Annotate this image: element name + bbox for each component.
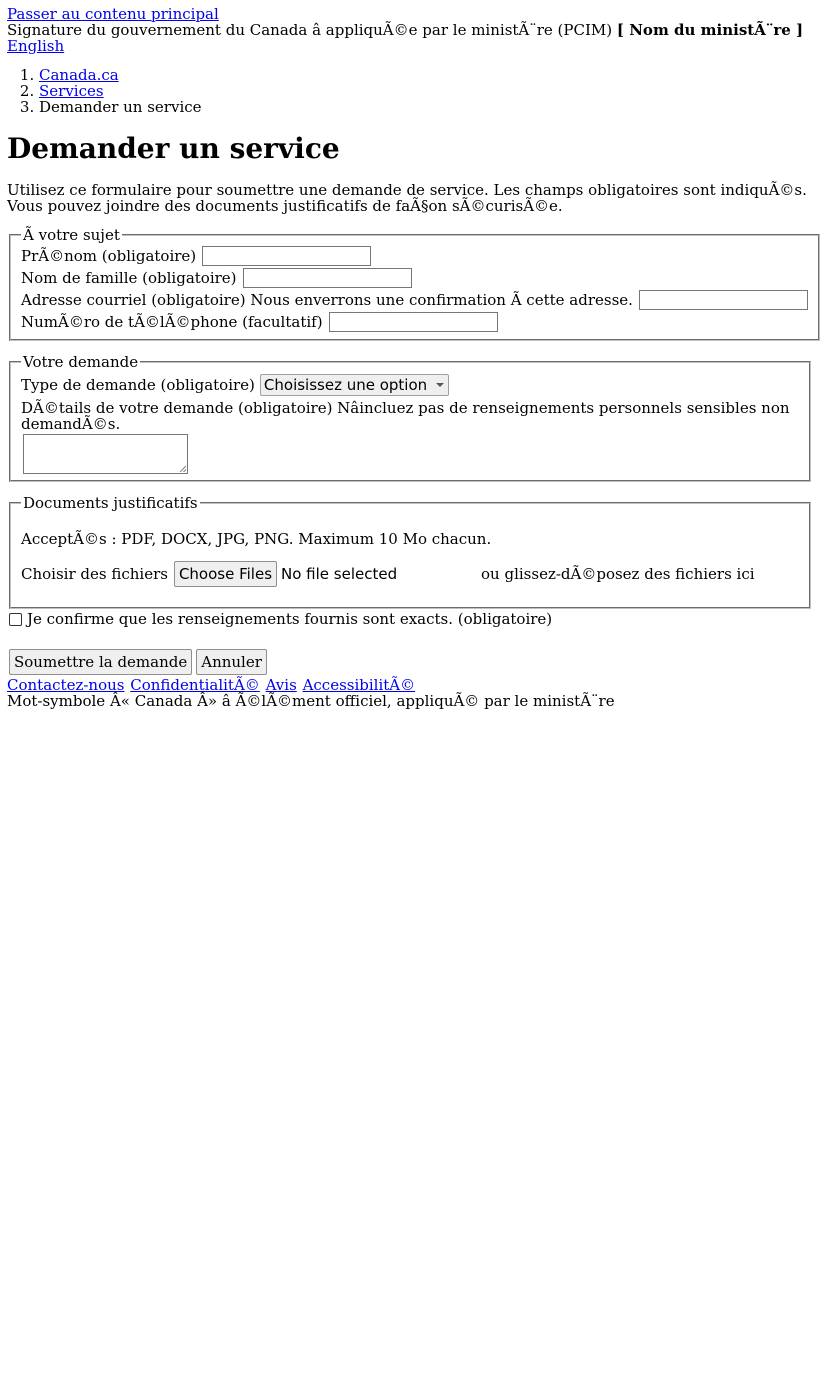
documents-legend: Documents justificatifs — [23, 494, 198, 512]
first-name-label: PrÃ©nom (obligatoire) — [21, 247, 197, 265]
site-header — [7, 0, 813, 54]
documents-fieldset — [9, 495, 811, 609]
phone-input[interactable] — [329, 312, 498, 332]
choose-files-label: Choisir des fichiers — [21, 565, 168, 583]
breadcrumb-item — [39, 83, 813, 99]
footer-links — [7, 677, 813, 693]
canada-wordmark-text: Mot-symbole Â« Canada Â» â Ã©lÃ©ment officiel, appliquÃ© par le ministÃ¨re — [7, 692, 615, 710]
language-toggle-link[interactable]: English — [7, 37, 65, 55]
choose-files-button[interactable]: Choose Files — [174, 561, 277, 587]
email-input[interactable] — [639, 290, 808, 310]
email-label: Adresse courriel (obligatoire) Nous enverrons une confirmation Ã cette adresse. — [21, 291, 633, 309]
breadcrumb-list — [7, 67, 813, 115]
request-fieldset — [9, 354, 811, 482]
breadcrumb-item-current: 3. Demander un service — [39, 99, 813, 115]
confirm-row — [7, 611, 813, 627]
first-name-row — [21, 245, 808, 267]
request-legend: Votre demande — [23, 353, 139, 371]
signature-text: Signature du gouvernement du Canada â appliquÃ©e par le ministÃ¨re (PCIM) — [7, 21, 613, 39]
confirm-label[interactable]: Je confirme que les renseignements fournis sont exacts. (obligatoire) — [27, 610, 553, 628]
request-details-label: DÃ©tails de votre demande (obligatoire) Nâincluez pas de renseignements personnels sensibles non demandÃ©s. — [21, 399, 790, 433]
main-content — [7, 133, 813, 675]
request-type-select[interactable] — [260, 374, 449, 396]
confirm-checkbox[interactable] — [9, 613, 22, 626]
footer-link-notices[interactable]: Avis — [265, 676, 297, 694]
page-title: Demander un service — [7, 132, 340, 165]
phone-row — [21, 311, 808, 333]
footer-link-contact[interactable]: Contactez-nous — [7, 676, 125, 694]
breadcrumb-link-services[interactable]: Services — [39, 82, 104, 100]
file-upload-row — [21, 561, 799, 587]
submit-button[interactable]: Soumettre la demande — [9, 649, 192, 675]
request-type-label: Type de demande (obligatoire) — [21, 376, 255, 394]
drop-zone[interactable]: ou glissez-dÃ©posez des fichiers ici — [481, 565, 755, 583]
breadcrumb-link-canada[interactable]: Canada.ca — [39, 66, 119, 84]
cancel-button[interactable]: Annuler — [196, 649, 267, 675]
first-name-input[interactable] — [202, 246, 371, 266]
chevron-down-icon — [436, 383, 444, 387]
footer-link-accessibility[interactable]: AccessibilitÃ© — [302, 676, 416, 694]
breadcrumb — [7, 67, 813, 115]
request-type-row — [21, 372, 799, 398]
intro-text: Utilisez ce formulaire pour soumettre une demande de service. Les champs obligatoires sont indiquÃ©s. Vous pouvez joindre des documents justificatifs de faÃ§on sÃ©curisÃ©e. — [7, 181, 807, 215]
breadcrumb-item — [39, 67, 813, 83]
department-name: [ Nom du ministÃ¨re ] — [616, 21, 804, 39]
last-name-row — [21, 267, 808, 289]
about-you-fieldset — [9, 227, 820, 341]
last-name-input[interactable] — [243, 268, 412, 288]
email-row — [21, 289, 808, 311]
site-footer — [7, 677, 813, 709]
request-details-textarea[interactable] — [23, 434, 188, 474]
phone-label: NumÃ©ro de tÃ©lÃ©phone (facultatif) — [21, 313, 323, 331]
last-name-label: Nom de famille (obligatoire) — [21, 269, 237, 287]
file-status-text: No file selected — [281, 565, 398, 583]
government-signature — [7, 22, 813, 38]
form-actions — [7, 649, 813, 675]
request-type-selected-value: Choisissez une option — [263, 376, 428, 394]
resize-handle-icon[interactable] — [180, 466, 186, 472]
footer-link-privacy[interactable]: ConfidentialitÃ© — [130, 676, 260, 694]
accepted-formats-text: AcceptÃ©s : PDF, DOCX, JPG, PNG. Maximum 10 Mo chacun. — [21, 530, 492, 548]
skip-to-content-link[interactable]: Passer au contenu principal — [7, 5, 219, 23]
about-you-legend: Ã votre sujet — [23, 226, 120, 244]
